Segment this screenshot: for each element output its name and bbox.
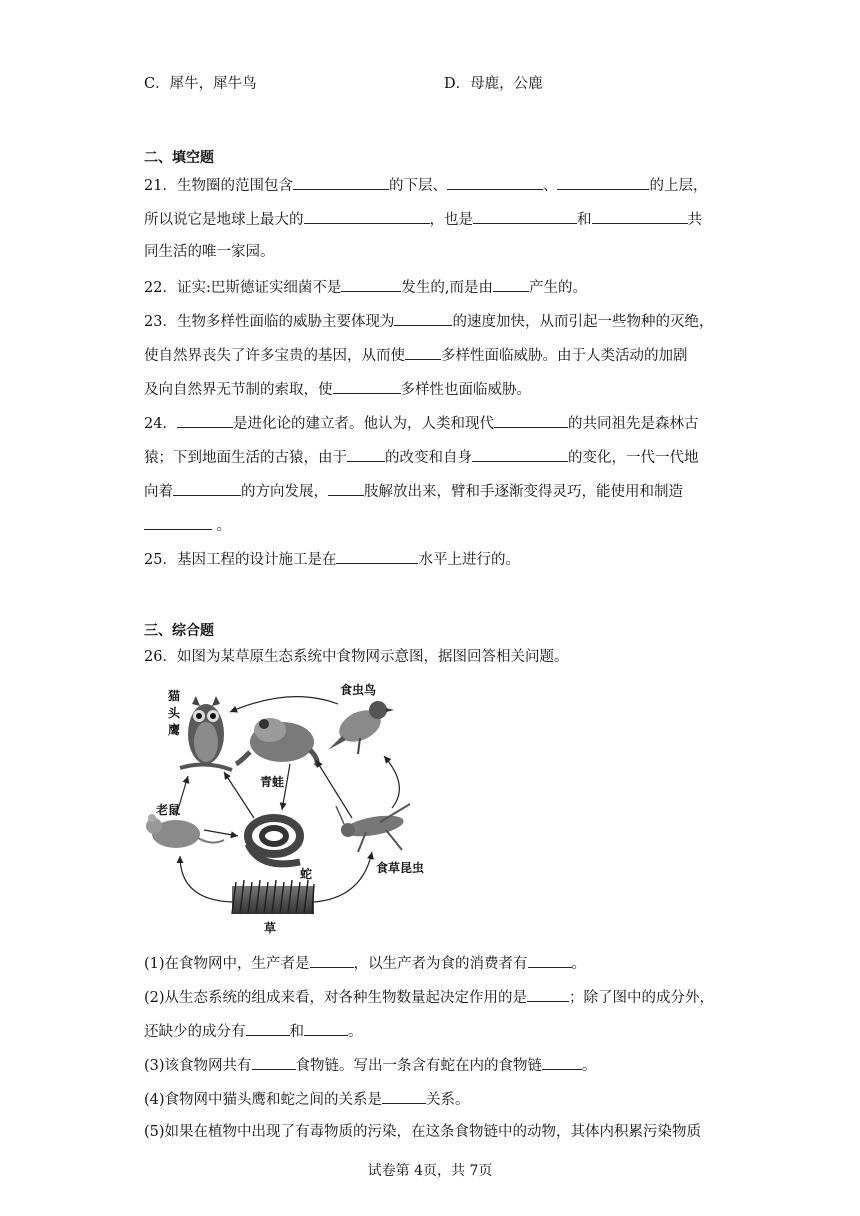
blank[interactable]	[493, 276, 529, 292]
arrow-mouse-to-owl	[176, 776, 188, 816]
label-owl-3: 鹰	[168, 723, 181, 737]
blank[interactable]	[542, 1054, 582, 1070]
question-26-sub-2-line-1: (2)从生态系统的组成来看，对各种生物数量起决定作用的是 ；除了图中的成分外，	[144, 986, 714, 1008]
blank[interactable]	[447, 174, 543, 190]
label-snake: 蛇	[300, 867, 313, 881]
question-26-sub-5: (5)如果在植物中出现了有毒物质的污染，在这条食物链中的动物，其体内积累污染物质	[144, 1124, 702, 1140]
blank[interactable]	[333, 378, 401, 394]
label-insect: 食草昆虫	[376, 861, 425, 875]
arrow-bird-to-owl	[230, 697, 338, 712]
frog-image	[236, 718, 317, 766]
blank[interactable]	[144, 514, 212, 530]
blank[interactable]	[293, 174, 389, 190]
blank[interactable]	[394, 310, 452, 326]
label-owl-1: 猫	[168, 689, 181, 703]
snake-image	[248, 818, 300, 864]
question-24-line-2: 猿；下到地面生活的古猿，由于 的改变和自身 的变化，一代一代地	[144, 446, 699, 468]
label-mouse: 老鼠	[156, 803, 181, 817]
blank[interactable]	[494, 412, 568, 428]
blank[interactable]	[336, 548, 418, 564]
label-frog: 青蛙	[260, 775, 285, 789]
blank[interactable]	[328, 480, 364, 496]
page-footer: 试卷第 4页，共 7页	[367, 1163, 493, 1179]
arrow-grass-to-insect	[314, 852, 372, 902]
section-heading-comprehensive: 三、综合题	[144, 623, 214, 639]
question-21-line-3: 同生活的唯一家园。	[144, 244, 275, 260]
blank[interactable]	[557, 174, 649, 190]
question-24-line-1: 24． 是进化论的建立者。他认为，人类和现代 的共同祖先是森林古	[144, 412, 698, 434]
blank[interactable]	[341, 276, 401, 292]
blank[interactable]	[528, 952, 572, 968]
question-24-line-3: 向着 的方向发展， 肢解放出来，臂和手逐渐变得灵巧，能使用和制造	[144, 480, 683, 502]
blank[interactable]	[177, 412, 233, 428]
question-26-sub-3: (3)该食物网共有 食物链。写出一条含有蛇在内的食物链 。	[144, 1054, 597, 1076]
question-22: 22．证实:巴斯德证实细菌不是 发生的,而是由 产生的。	[144, 276, 587, 298]
blank[interactable]	[304, 208, 430, 224]
blank[interactable]	[246, 1020, 290, 1036]
question-25: 25．基因工程的设计施工是在 水平上进行的。	[144, 548, 520, 570]
grass-image	[232, 880, 314, 914]
blank[interactable]	[173, 480, 241, 496]
label-grass: 草	[264, 921, 277, 935]
blank[interactable]	[304, 1020, 348, 1036]
question-24-line-4: 。	[144, 514, 231, 536]
label-bird: 食虫鸟	[340, 683, 377, 697]
blank[interactable]	[473, 208, 577, 224]
section-heading-fill-blank: 二、填空题	[144, 150, 214, 166]
blank[interactable]	[592, 208, 688, 224]
question-21-line-1: 21．生物圈的范围包含 的下层、 、 的上层，	[144, 174, 707, 196]
blank[interactable]	[382, 1088, 426, 1104]
question-26-sub-4: (4)食物网中猫头鹰和蛇之间的关系是 关系。	[144, 1088, 470, 1110]
arrow-insect-to-bird	[384, 756, 399, 808]
option-d: D．母鹿，公鹿	[444, 76, 543, 92]
blank[interactable]	[252, 1054, 296, 1070]
arrow-grass-to-mouse	[180, 856, 232, 902]
option-c: C．犀牛，犀牛鸟	[144, 76, 257, 92]
food-web-figure	[140, 676, 450, 938]
question-26-sub-2-line-2: 还缺少的成分有 和 。	[144, 1020, 363, 1042]
label-owl-2: 头	[168, 706, 181, 720]
owl-image	[180, 696, 232, 770]
arrow-mouse-to-snake	[204, 830, 238, 836]
question-23-line-1: 23．生物多样性面临的威胁主要体现为 的速度加快，从而引起一些物种的灭绝，	[144, 310, 713, 332]
question-26-intro: 26．如图为某草原生态系统中食物网示意图，据图回答相关问题。	[144, 649, 569, 665]
blank[interactable]	[527, 986, 569, 1002]
bird-image	[328, 701, 394, 754]
blank[interactable]	[405, 344, 441, 360]
blank[interactable]	[310, 952, 354, 968]
question-23-line-3: 及向自然界无节制的索取，使 多样性也面临威胁。	[144, 378, 531, 400]
question-23-line-2: 使自然界丧失了许多宝贵的基因，从而使 多样性面临威胁。由于人类活动的加剧	[144, 344, 688, 366]
arrow-insect-to-frog	[316, 760, 352, 818]
arrow-snake-to-owl	[224, 772, 254, 818]
question-26-sub-1: (1)在食物网中，生产者是 ，以生产者为食的消费者有 。	[144, 952, 586, 974]
blank[interactable]	[347, 446, 385, 462]
question-21-line-2: 所以说它是地球上最大的 ，也是 和 共	[144, 208, 702, 230]
blank[interactable]	[472, 446, 568, 462]
